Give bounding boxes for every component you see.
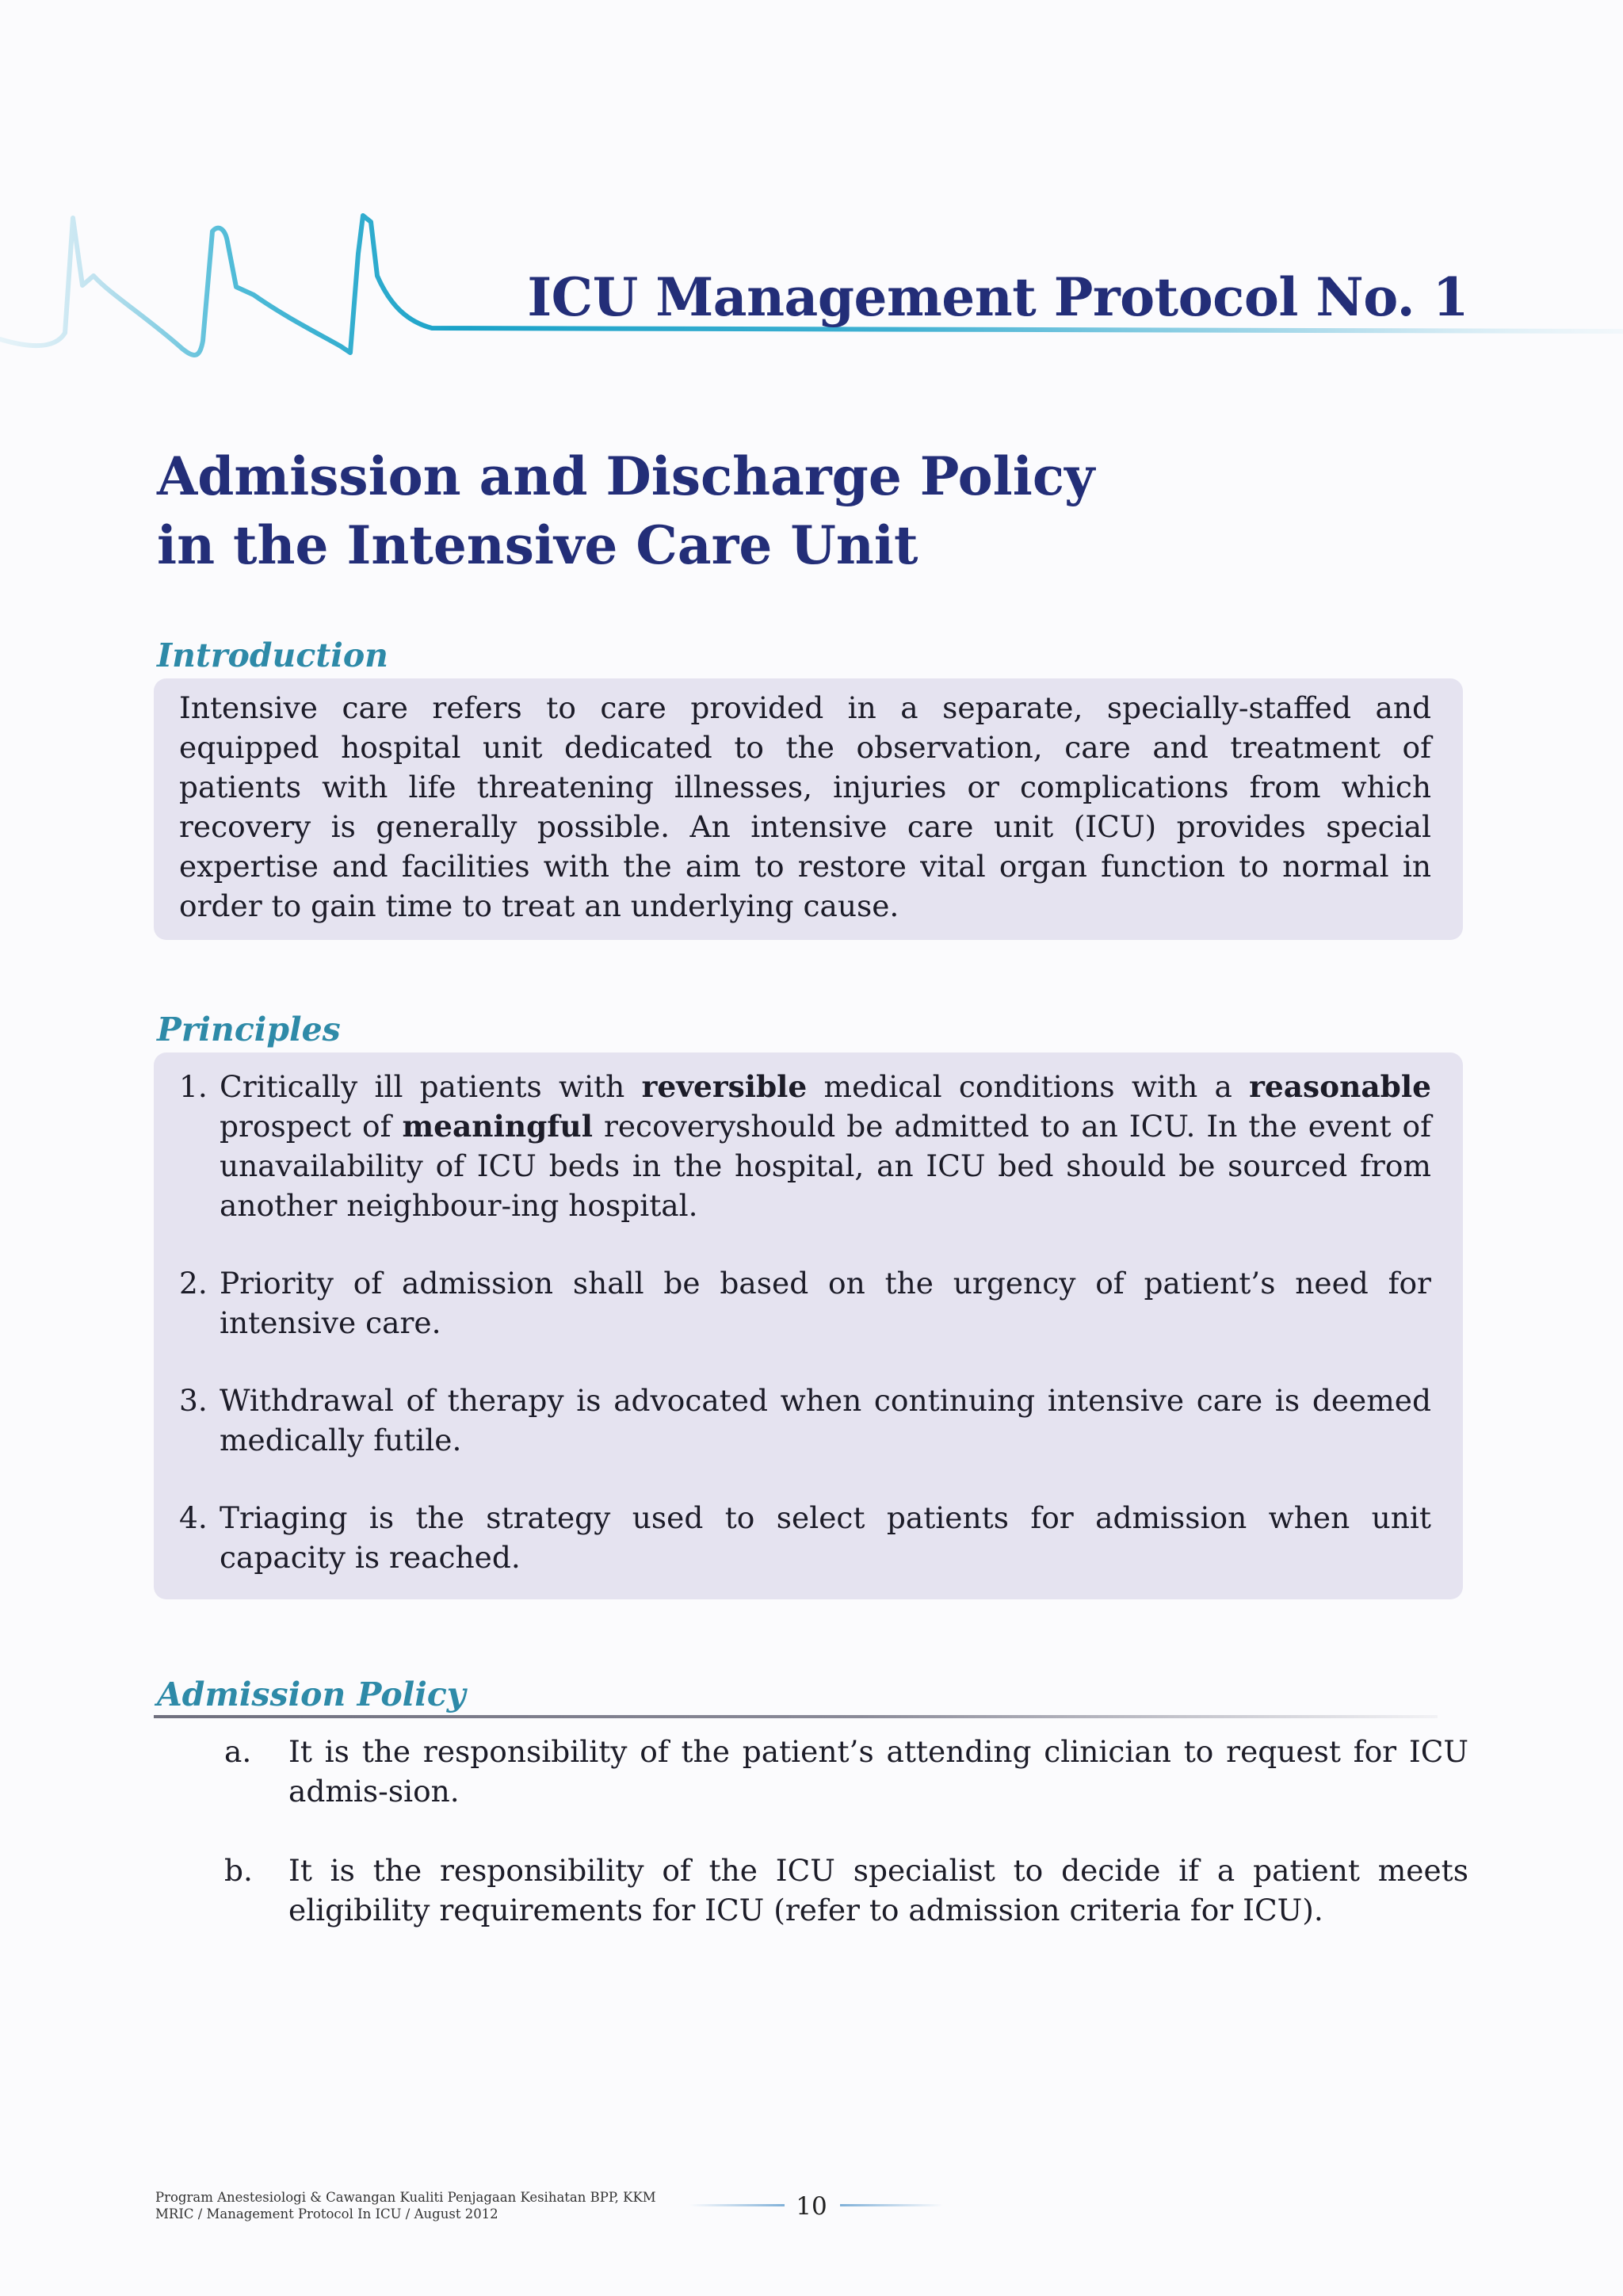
principle-number: 2. [179,1266,208,1301]
principle-text-1d: recoveryshould be admitted to an ICU. In the event of unavailability of ICU beds in the hospital, an ICU bed should be sourced from another neighbour-ing hospital. [220,1109,1431,1223]
introduction-panel [154,678,1463,940]
principle-item [179,1498,1431,1577]
principle-keyword-reasonable: reasonable [1249,1069,1432,1104]
page-title-line-1: Admission and Discharge Policy [157,445,1095,507]
section-divider [154,1715,1438,1718]
principle-text-1b: medical conditions with a [807,1069,1250,1104]
policy-text: It is the responsibility of the patient’s attending clinician to request for ICU admis-sion. [288,1734,1468,1809]
page-title [157,442,1266,580]
policy-text: It is the responsibility of the ICU specialist to decide if a patient meets eligibility requirements for ICU (refer to admission criteria for ICU). [288,1853,1468,1927]
principle-text: Triaging is the strategy used to select patients for admission when unit capacity is reached. [220,1500,1431,1575]
footer-credit-line-2: MRIC / Management Protocol In ICU / August 2012 [155,2206,498,2222]
principles-panel [154,1052,1463,1599]
principles-heading: Principles [157,1010,341,1049]
policy-item [224,1851,1468,1930]
principle-text-1a: Critically ill patients with [220,1069,642,1104]
principle-item [179,1263,1431,1343]
policy-marker: a. [224,1734,252,1769]
page-number: 10 [796,2192,827,2221]
page-title-line-2: in the Intensive Care Unit [157,514,918,576]
policy-item [224,1732,1468,1811]
introduction-heading: Introduction [157,636,388,674]
principle-text: Priority of admission shall be based on the urgency of patient’s need for intensive care. [220,1266,1431,1340]
principle-text: Withdrawal of therapy is advocated when continuing intensive care is deemed medically futile. [220,1383,1431,1457]
principle-number: 3. [179,1383,208,1418]
footer-divider-right [840,2204,943,2206]
footer-credit-line-1: Program Anestesiologi & Cawangan Kualiti Penjagaan Kesihatan BPP, KKM [155,2190,656,2205]
policy-marker: b. [224,1853,253,1888]
footer-credit [155,2189,656,2222]
introduction-text: Intensive care refers to care provided in a separate, specially-staffed and equipped hospital unit dedicated to the observation, care and treatment of patients with life threatening illnesses, injuries or complications from which recovery is generally possible. An intensive care unit (ICU) provides special expertise and facilities with the aim to restore vital organ function to normal in order to gain time to treat an underlying cause. [179,690,1431,923]
admission-policy-heading: Admission Policy [157,1675,466,1713]
principle-keyword-reversible: reversible [641,1069,808,1104]
protocol-title: ICU Management Protocol No. 1 [527,266,1468,328]
principle-text-1c: prospect of [220,1109,403,1144]
principle-number: 4. [179,1500,208,1535]
principle-number: 1. [179,1069,208,1104]
footer-divider-left [689,2204,785,2206]
principles-list [154,1052,1463,1577]
principle-keyword-meaningful: meaningful [402,1109,593,1144]
principle-item [179,1067,1431,1225]
principle-item [179,1381,1431,1460]
